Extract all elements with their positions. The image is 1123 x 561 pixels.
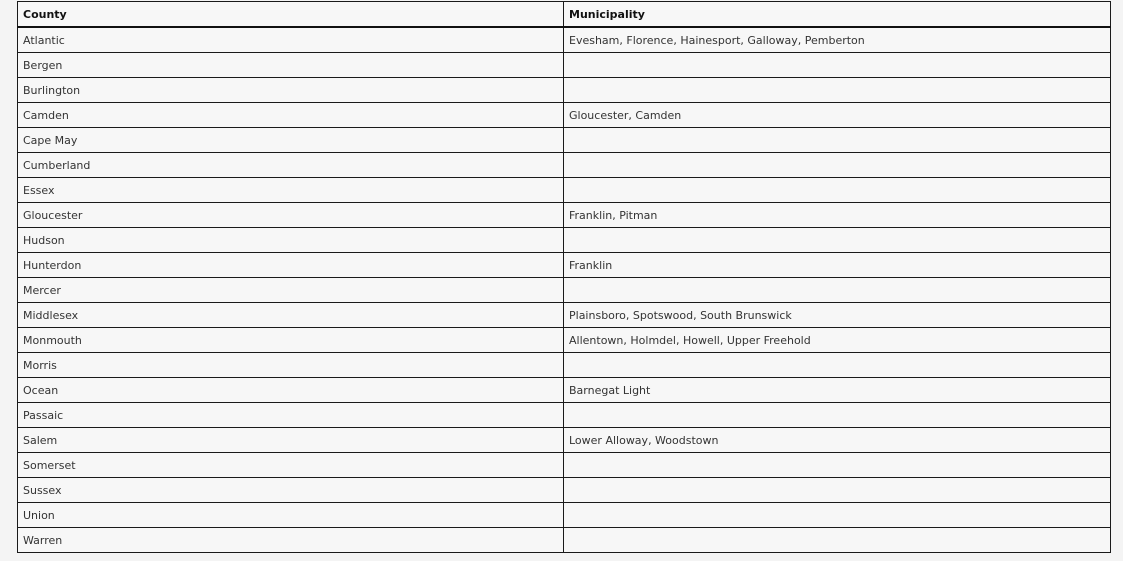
table-row [18,253,1111,278]
county-cell: Warren [18,528,564,553]
table-body [18,27,1111,553]
municipality-cell [564,478,1111,503]
municipality-cell: Barnegat Light [564,378,1111,403]
table-row [18,328,1111,353]
table-row [18,27,1111,53]
county-municipality-table [17,1,1111,553]
county-cell: Salem [18,428,564,453]
municipality-cell [564,228,1111,253]
municipality-cell [564,353,1111,378]
table-row [18,378,1111,403]
county-cell: Cape May [18,128,564,153]
municipality-cell [564,453,1111,478]
table-row [18,228,1111,253]
municipality-cell [564,403,1111,428]
county-cell: Morris [18,353,564,378]
municipality-cell: Franklin, Pitman [564,203,1111,228]
table-row [18,203,1111,228]
municipality-cell [564,128,1111,153]
county-cell: Sussex [18,478,564,503]
county-cell: Union [18,503,564,528]
municipality-cell [564,278,1111,303]
county-cell: Ocean [18,378,564,403]
municipality-cell: Plainsboro, Spotswood, South Brunswick [564,303,1111,328]
county-cell: Middlesex [18,303,564,328]
county-cell: Bergen [18,53,564,78]
county-cell: Essex [18,178,564,203]
municipality-cell [564,153,1111,178]
table-row [18,278,1111,303]
county-cell: Hunterdon [18,253,564,278]
municipality-cell: Lower Alloway, Woodstown [564,428,1111,453]
county-cell: Hudson [18,228,564,253]
municipality-cell: Allentown, Holmdel, Howell, Upper Freehold [564,328,1111,353]
table-row [18,403,1111,428]
municipality-cell [564,503,1111,528]
table-row [18,453,1111,478]
table-row [18,303,1111,328]
table-row [18,503,1111,528]
column-header-municipality: Municipality [564,2,1111,28]
municipality-cell [564,178,1111,203]
municipality-cell: Franklin [564,253,1111,278]
table-row [18,153,1111,178]
column-header-county: County [18,2,564,28]
table-row [18,528,1111,553]
municipality-cell: Gloucester, Camden [564,103,1111,128]
table-row [18,53,1111,78]
table-row [18,128,1111,153]
table-row [18,428,1111,453]
county-cell: Atlantic [18,27,564,53]
municipality-cell [564,53,1111,78]
table-row [18,103,1111,128]
county-municipality-table-container [17,1,1110,553]
county-cell: Mercer [18,278,564,303]
table-row [18,478,1111,503]
table-row [18,353,1111,378]
county-cell: Gloucester [18,203,564,228]
county-cell: Passaic [18,403,564,428]
municipality-cell: Evesham, Florence, Hainesport, Galloway, Pemberton [564,27,1111,53]
table-row [18,78,1111,103]
municipality-cell [564,78,1111,103]
municipality-cell [564,528,1111,553]
table-header [18,2,1111,28]
county-cell: Somerset [18,453,564,478]
county-cell: Burlington [18,78,564,103]
county-cell: Cumberland [18,153,564,178]
header-row [18,2,1111,28]
table-row [18,178,1111,203]
county-cell: Monmouth [18,328,564,353]
county-cell: Camden [18,103,564,128]
